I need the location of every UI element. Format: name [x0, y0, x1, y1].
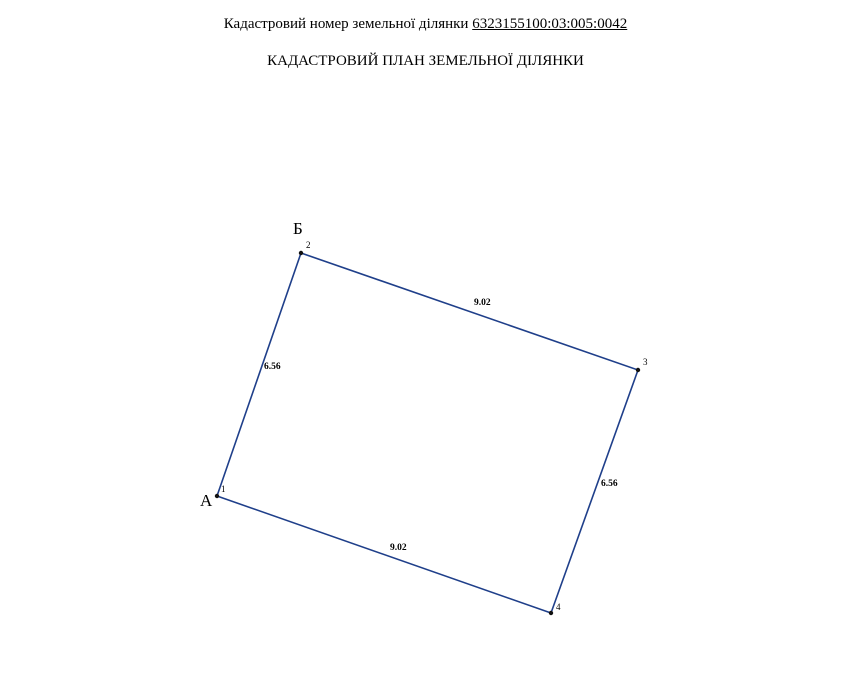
vertex-label-4: 4 [556, 602, 561, 612]
side-length-3-4: 6.56 [601, 479, 618, 489]
side-length-4-1: 9.02 [390, 543, 407, 553]
side-length-2-3: 9.02 [474, 298, 491, 308]
corner-label-a: А [200, 491, 213, 510]
boundary-edge-2-3 [301, 253, 638, 370]
vertex-label-3: 3 [643, 357, 648, 367]
vertex-point-1 [215, 494, 219, 498]
boundary-edge-3-4 [551, 370, 638, 613]
boundary-edge-4-1 [217, 496, 551, 613]
corner-label-b: Б [293, 219, 303, 238]
cadastral-number-label: Кадастровий номер земельної ділянки [223, 16, 469, 32]
vertex-label-2: 2 [306, 240, 311, 250]
vertex-point-4 [549, 611, 553, 615]
vertex-point-2 [299, 251, 303, 255]
vertex-point-3 [636, 368, 640, 372]
vertex-label-1: 1 [221, 484, 226, 494]
plan-title: КАДАСТРОВИЙ ПЛАН ЗЕМЕЛЬНОЇ ДІЛЯНКИ [267, 53, 584, 69]
boundary-edge-1-2 [217, 253, 301, 496]
cadastral-number-value: 6323155100:03:005:0042 [472, 16, 628, 32]
side-length-1-2: 6.56 [264, 362, 281, 372]
